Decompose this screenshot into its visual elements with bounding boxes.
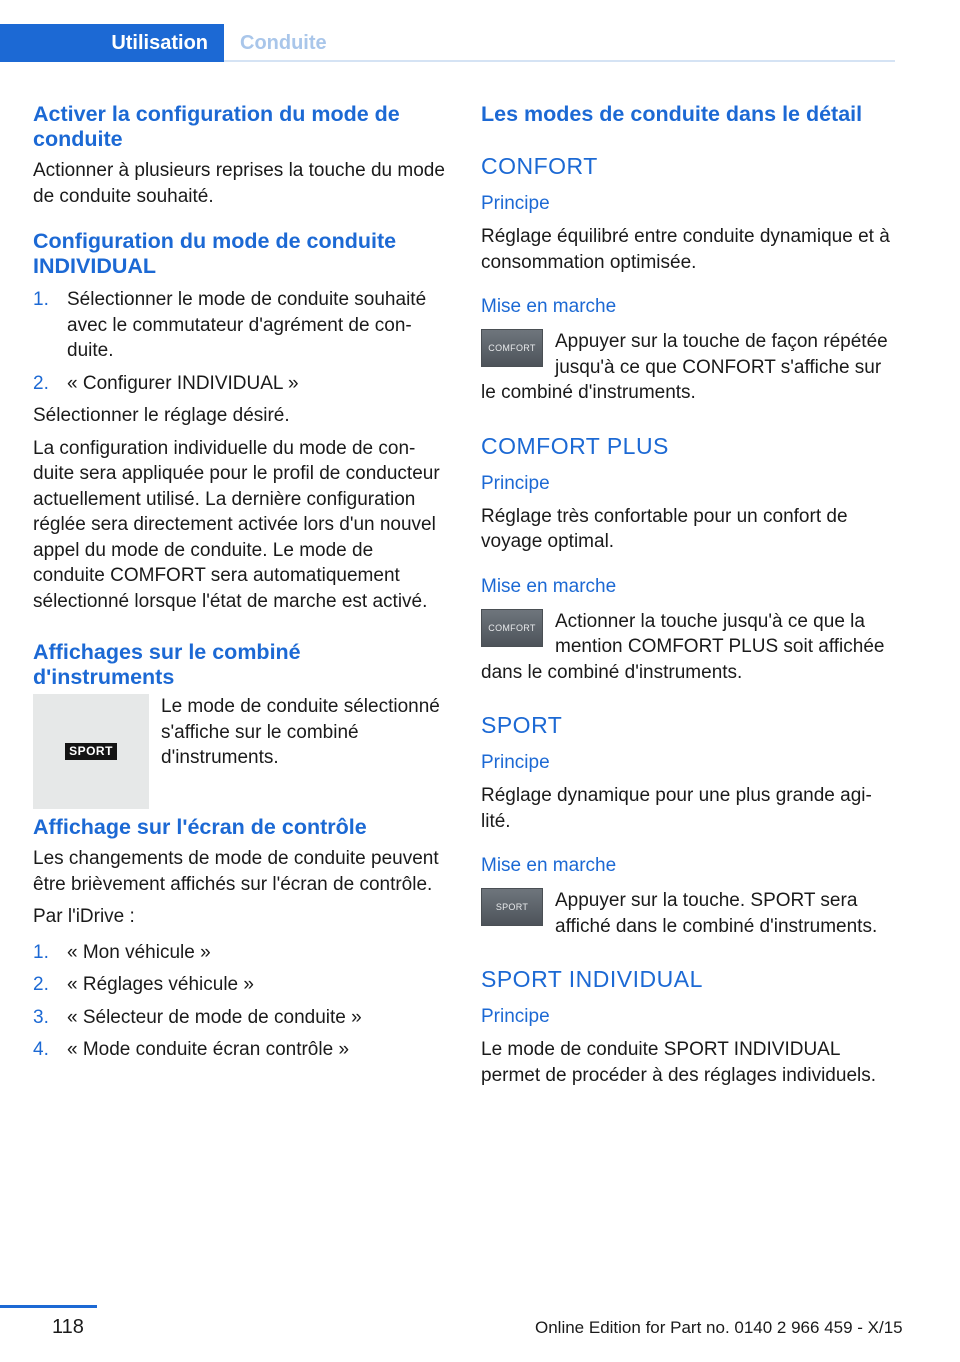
principe-heading: Principe <box>481 752 550 773</box>
step-number: 2. <box>33 372 49 394</box>
sport-button-image: SPORT <box>481 888 543 926</box>
mise-en-marche-heading: Mise en marche <box>481 575 617 597</box>
page-number: 118 <box>52 1316 84 1338</box>
step-number: 1. <box>33 941 49 963</box>
heading-control-display: Affichage sur l'écran de contrôle <box>33 815 367 839</box>
list-item <box>33 1037 447 1063</box>
tab-utilisation[interactable]: Utilisation <box>0 24 224 62</box>
principe-text: Réglage équilibré entre conduite dynamique et à consommation optimisée. <box>481 226 890 273</box>
mode-title-confort: CONFORT <box>481 153 598 179</box>
list-item <box>33 1005 447 1031</box>
heading-modes-detail: Les modes de conduite dans le détail <box>481 102 863 126</box>
principe-heading: Principe <box>481 193 550 214</box>
mode-title-sport: SPORT <box>481 712 563 738</box>
mode-title-sport-individual: SPORT INDIVIDUAL <box>481 966 703 992</box>
edition-info: Online Edition for Part no. 0140 2 966 459 - X/15 <box>535 1318 903 1337</box>
step-text: « Configurer INDIVIDUAL » <box>67 372 299 394</box>
mode-title-comfort-plus: COMFORT PLUS <box>481 432 669 459</box>
principe-text: Réglage dynamique pour une plus grande agilité. <box>481 785 872 832</box>
list-item <box>33 371 447 397</box>
step-number: 3. <box>33 1006 49 1028</box>
tab-underline <box>224 60 895 62</box>
comfort-button-image: COMFORT <box>481 329 543 367</box>
list-item <box>33 287 447 364</box>
text-idrive: Par l'iDrive : <box>33 906 135 927</box>
heading-config-individual: Configuration du mode de conduite INDIVIDUAL <box>33 229 397 278</box>
idrive-steps <box>33 940 447 1063</box>
step-text: « Mode conduite écran contrôle » <box>67 1039 350 1060</box>
principe-text: Réglage très confortable pour un confort de voyage optimal. <box>481 505 848 552</box>
mise-en-marche-text: Appuyer sur la touche de façon répétée jusqu'à ce que CONFORT s'affiche sur le combiné d'instruments. <box>481 331 888 403</box>
text-instrument-display: Le mode de conduite sélectionné s'affiche sur le combiné d'instruments. <box>161 696 440 768</box>
principe-text: Le mode de conduite SPORT INDIVIDUAL permet de procéder à des réglages individuels. <box>481 1039 877 1086</box>
footer-accent-line <box>0 1305 97 1308</box>
sport-display-indicator: SPORT <box>65 743 117 760</box>
heading-instrument-display: Affichages sur le combiné d'instruments <box>33 640 301 689</box>
mise-en-marche-heading: Mise en marche <box>481 855 617 876</box>
heading-activate: Activer la configuration du mode de conduite <box>33 102 400 151</box>
step-text: « Sélecteur de mode de conduite » <box>67 1006 362 1028</box>
step-text: Sélectionner le mode de conduite souhaité avec le commutateur d'agrément de conduite. <box>67 289 427 361</box>
step-number: 4. <box>33 1039 49 1060</box>
mise-en-marche-heading: Mise en marche <box>481 296 617 317</box>
comfort-button-image: COMFORT <box>481 609 543 647</box>
step-number: 1. <box>33 289 49 310</box>
mise-en-marche-text: Appuyer sur la touche. SPORT sera affiché dans le combiné d'instruments. <box>555 890 878 937</box>
tab-conduite[interactable]: Conduite <box>240 32 327 54</box>
step-text: « Mon véhicule » <box>67 941 211 963</box>
text-control-display: Les changements de mode de conduite peuvent être brièvement affichés sur l'écran de contrôle. <box>33 848 439 895</box>
list-item <box>33 972 447 998</box>
instrument-cluster-image <box>33 694 149 809</box>
principe-heading: Principe <box>481 1006 550 1027</box>
text-activate: Actionner à plusieurs reprises la touche du mode de conduite souhaité. <box>33 160 445 207</box>
text-select-setting: Sélectionner le réglage désiré. <box>33 405 290 426</box>
config-steps <box>33 287 447 396</box>
step-text: « Réglages véhicule » <box>67 974 254 995</box>
right-column <box>481 102 895 1088</box>
left-column <box>33 102 447 1070</box>
header-tabs <box>0 24 895 62</box>
list-item <box>33 940 447 966</box>
mise-en-marche-text: Actionner la touche jusqu'à ce que la mention COMFORT PLUS soit affichée dans le combiné d'instruments. <box>481 610 885 683</box>
principe-heading: Principe <box>481 472 550 494</box>
text-individual-config: La configuration individuelle du mode de conduite sera appliquée pour le profil de conducteur actuellement utilisé. La dernière configuration réglée sera directement activée lors d'un nouvel appel du mode de conduite. Le mode de conduite COMFORT sera automatiquement sélectionné lorsque l'état de marche est activé. <box>33 437 440 612</box>
step-number: 2. <box>33 974 49 995</box>
